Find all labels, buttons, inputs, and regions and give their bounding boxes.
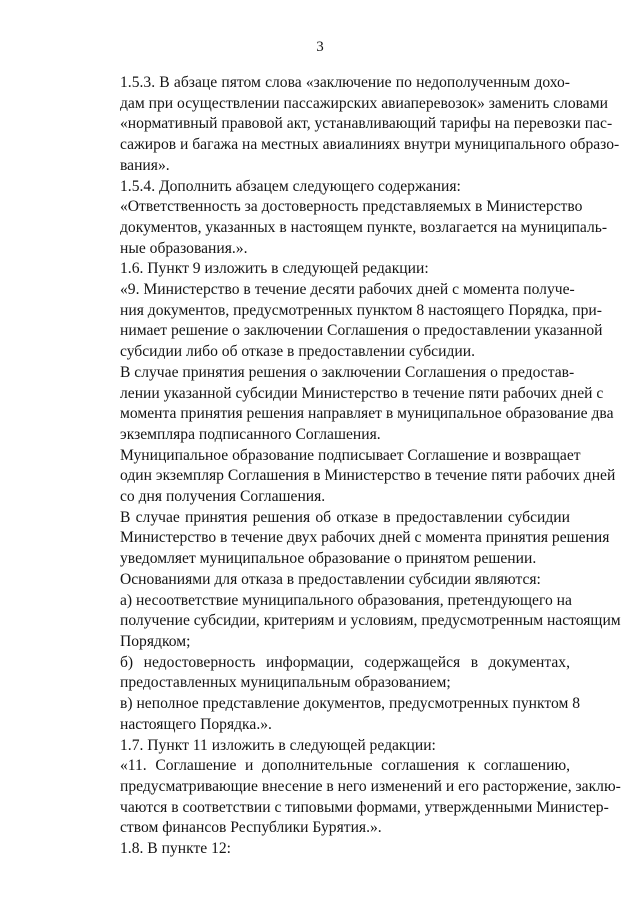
paragraph — [82, 756, 621, 839]
text-line: предусматривающие внесение в него изменений и его расторжение, заклю- — [120, 777, 621, 795]
text-line: В случае принятия решения о заключении Соглашения о предостав- — [120, 363, 575, 381]
text-line: Министерство в течение двух рабочих дней с момента принятия решения — [120, 529, 610, 547]
paragraph — [82, 259, 570, 280]
text-line: получение субсидии, критериям и условиям, предусмотренным настоящим — [120, 612, 621, 630]
text-line: 1.5.4. Дополнить абзацем следующего содержания: — [120, 177, 461, 195]
text-line: Порядком; — [120, 632, 191, 650]
text-line: а) несоответствие муниципального образования, претендующего на — [120, 591, 572, 609]
paragraph — [82, 839, 570, 860]
text-line: нимает решение о заключении Соглашения о предоставлении указанной — [120, 322, 603, 340]
text-line: «нормативный правовой акт, устанавливающий тарифы на перевозки пас- — [120, 115, 613, 133]
paragraph — [82, 591, 621, 653]
text-line: 1.5.3. В абзаце пятом слова «заключение по недополученным дохо- — [120, 74, 570, 91]
text-line: документов, указанных в настоящем пункте, возлагается на муниципаль- — [120, 218, 608, 236]
paragraph — [82, 73, 620, 177]
text-line: чаются в соответствии с типовыми формами, утвержденными Министер- — [120, 798, 609, 816]
text-line: «11. Соглашение и дополнительные соглашения к соглашению, — [120, 757, 570, 775]
text-line: 1.7. Пункт 11 изложить в следующей редакции: — [120, 736, 436, 754]
text-line: вания». — [120, 156, 170, 174]
text-line: ством финансов Республики Бурятия.». — [120, 819, 382, 837]
paragraph — [82, 197, 608, 259]
document-body — [82, 73, 621, 860]
text-line: 1.6. Пункт 9 изложить в следующей редакции: — [120, 260, 429, 278]
paragraph — [82, 570, 570, 591]
text-line: экземпляра подписанного Соглашения. — [120, 425, 381, 443]
text-line: «Ответственность за достоверность представляемых в Министерство — [120, 198, 583, 216]
text-line: 1.8. В пункте 12: — [120, 840, 232, 858]
text-line: один экземпляр Соглашения в Министерство в течение пяти рабочих дней — [120, 467, 616, 485]
text-line: настоящего Порядка.». — [120, 715, 272, 733]
text-line: со дня получения Соглашения. — [120, 488, 326, 506]
paragraph — [82, 694, 581, 735]
text-line: субсидии либо об отказе в предоставлении субсидии. — [120, 343, 475, 361]
text-line: «9. Министерство в течение десяти рабочих дней с момента получе- — [120, 281, 575, 299]
text-line: уведомляет муниципальное образование о принятом решении. — [120, 550, 537, 568]
text-line: в) неполное представление документов, предусмотренных пунктом 8 — [120, 695, 581, 713]
paragraph — [82, 280, 603, 363]
text-line: В случае принятия решения об отказе в предоставлении субсидии — [120, 508, 570, 526]
text-line: Основаниями для отказа в предоставлении субсидии являются: — [120, 570, 541, 588]
text-line: сажиров и багажа на местных авиалиниях внутри муниципального образо- — [120, 136, 620, 154]
text-line: Муниципальное образование подписывает Соглашение и возвращает — [120, 446, 581, 464]
text-line: момента принятия решения направляет в муниципальное образование два — [120, 405, 614, 423]
text-line: б) недостоверность информации, содержащейся в документах, — [120, 653, 570, 671]
text-line: ния документов, предусмотренных пунктом 8 настоящего Порядка, при- — [120, 301, 602, 319]
text-line: лении указанной субсидии Министерство в течение пяти рабочих дней с — [120, 384, 604, 402]
text-line: дам при осуществлении пассажирских авиаперевозок» заменить словами — [120, 94, 608, 112]
paragraph — [82, 363, 614, 446]
text-line: предоставленных муниципальным образованием; — [120, 674, 451, 692]
paragraph — [82, 446, 616, 508]
text-line: ные образования.». — [120, 239, 248, 257]
paragraph — [82, 177, 570, 198]
paragraph — [82, 653, 570, 694]
page-number: 3 — [316, 39, 324, 55]
paragraph — [82, 508, 610, 570]
paragraph — [82, 736, 570, 757]
